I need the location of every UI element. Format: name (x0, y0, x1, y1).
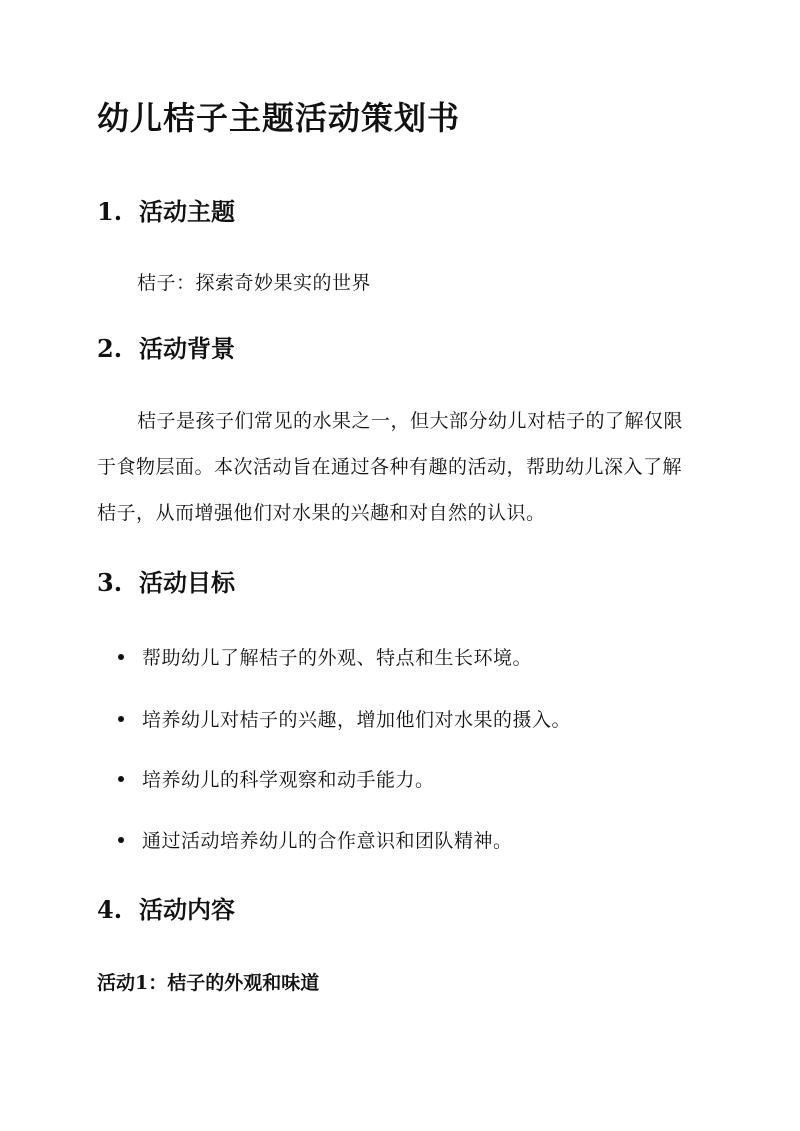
bullet-icon (118, 654, 124, 660)
section-number: 4. (97, 895, 123, 924)
goal-text: 帮助幼儿了解桔子的外观、特点和生长环境。 (142, 647, 533, 669)
list-item (118, 643, 532, 673)
goal-text: 通过活动培养幼儿的合作意识和团队精神。 (142, 830, 513, 852)
section-title: 活动内容 (139, 895, 235, 924)
section-heading-background (97, 333, 235, 365)
section-number: 2. (97, 334, 123, 363)
document-title: 幼儿桔子主题活动策划书 (97, 99, 461, 137)
activity-subheading: 活动1：桔子的外观和味道 (97, 972, 320, 994)
bullet-icon (118, 837, 124, 843)
goal-text: 培养幼儿对桔子的兴趣，增加他们对水果的摄入。 (142, 709, 572, 731)
section-title: 活动目标 (139, 568, 235, 597)
section-number: 1. (97, 197, 123, 226)
goal-text: 培养幼儿的科学观察和动手能力。 (142, 769, 435, 791)
section-title: 活动主题 (139, 197, 235, 226)
section-heading-goals (97, 567, 235, 599)
section-heading-theme (97, 196, 235, 228)
bullet-icon (118, 716, 124, 722)
section-title: 活动背景 (139, 334, 235, 363)
bullet-icon (118, 776, 124, 782)
section-heading-content (97, 894, 235, 926)
theme-text: 桔子：探索奇妙果实的世界 (137, 272, 372, 294)
list-item (118, 826, 513, 856)
section-number: 3. (97, 568, 123, 597)
background-paragraph: 桔子是孩子们常见的水果之一，但大部分幼儿对桔子的了解仅限于食物层面。本次活动旨在通过各种有趣的活动，帮助幼儿深入了解桔子，从而增强他们对水果的兴趣和对自然的认识。 (97, 410, 684, 524)
list-item (118, 705, 571, 735)
list-item (118, 765, 435, 795)
